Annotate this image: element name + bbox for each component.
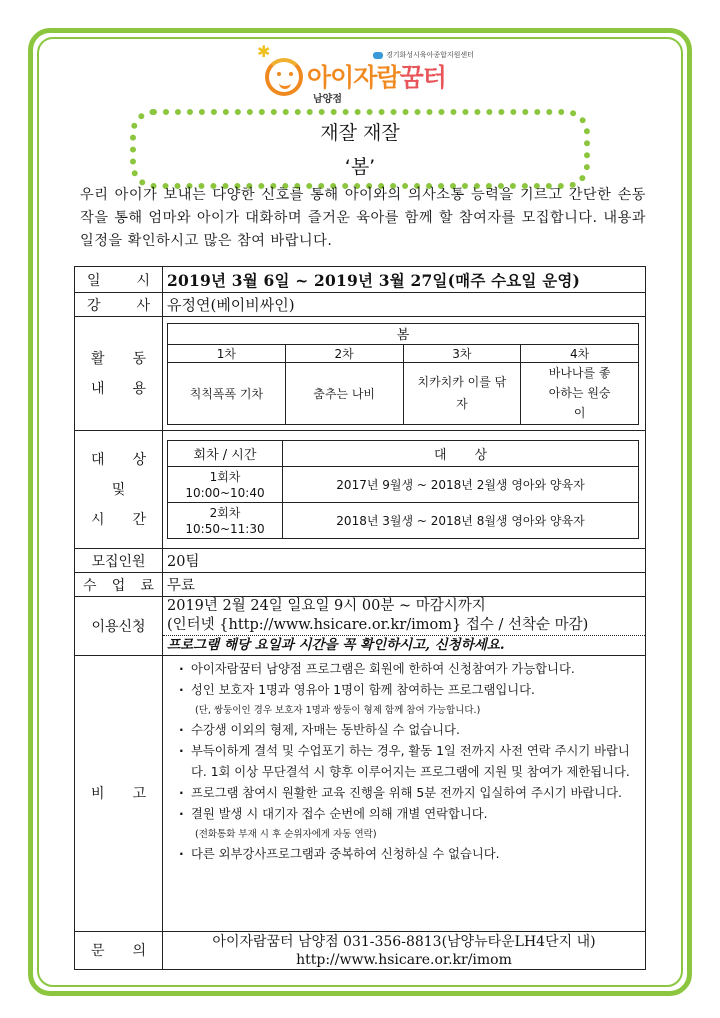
instructor-value: 유정연(베이비싸인) xyxy=(163,293,646,317)
note-item: · 다른 외부강사프로그램과 중복하여 신청하실 수 없습니다. xyxy=(179,844,637,865)
fee-value: 무료 xyxy=(163,573,646,597)
notes-list xyxy=(163,656,645,865)
note-item: · 결원 발생 시 대기자 접수 순번에 의해 개별 연락합니다. xyxy=(179,804,637,825)
session-content: 춤추는 나비 xyxy=(285,362,403,424)
activity-table: 봄 1차 2차 3차 4차 칙칙폭폭 기차 춤추는 나비 치카치카 이를 닦자 바나나를 좋아하는 원숭이 xyxy=(167,323,639,425)
apply-method: (인터넷 {http://www.hsicare.or.kr/imom} 접수 / 선착순 마감) xyxy=(167,617,589,633)
note-item: · 수강생 이외의 형제, 자매는 동반하실 수 없습니다. xyxy=(179,720,637,741)
note-item: · 프로그램 참여시 원활한 교육 진행을 위해 5분 전까지 입실하여 주시기 바랍니다. xyxy=(179,783,637,804)
schedule-row: 1회차 10:00~10:40 2017년 9월생 ~ 2018년 2월생 영아와 양육자 xyxy=(168,467,639,503)
apply-notice: 프로그램 해당 요일과 시간을 꼭 확인하시고, 신청하세요. xyxy=(163,635,645,655)
info-table xyxy=(74,266,646,970)
session-content: 칙칙폭폭 기차 xyxy=(168,362,286,424)
session-content: 바나나를 좋아하는 원숭이 xyxy=(521,362,639,424)
row-fee: 수 업 료 무료 xyxy=(75,573,646,597)
recruit-value: 20팀 xyxy=(163,549,646,573)
contact-info: 아이자람꿈터 남양점 031-356-8813(남양뉴타운LH4단지 내) xyxy=(212,933,596,950)
schedule-row: 2회차 10:50~11:30 2018년 3월생 ~ 2018년 8월생 영아와 양육자 xyxy=(168,503,639,539)
note-item: · 아이자람꿈터 남양점 프로그램은 회원에 한하여 신청참여가 가능합니다. xyxy=(179,659,637,680)
logo-branch: 남양점 xyxy=(313,94,342,105)
schedule-table: 회차 / 시간 대 상 1회차 10:00~10:40 2017년 9월생 ~ 2018년 2월생 영아와 양육자 2회차 10:50~11:30 2018년 3월생 ~ 2018년 8월생 영아와 양육자 xyxy=(167,440,639,539)
row-date: 일 시 2019년 3월 6일 ~ 2019년 3월 27일(매주 수요일 운영) xyxy=(75,267,646,293)
logo xyxy=(255,44,495,106)
logo-org: 경기화성시육아종합지원센터 xyxy=(373,50,474,60)
row-contact: 문 의 아이자람꿈터 남양점 031-356-8813(남양뉴타운LH4단지 내) http://www.hsicare.or.kr/imom xyxy=(75,932,646,970)
note-item: · 성인 보호자 1명과 영유아 1명이 함께 참여하는 프로그램입니다. xyxy=(179,680,637,701)
logo-name: 아이자람꿈터 xyxy=(307,63,446,92)
row-activity: 활 동 내 용 봄 1차 2차 3차 4차 칙칙폭폭 기차 춤추는 나비 치카치카 이를 닦자 바나나를 좋아하는 원숭이 xyxy=(75,317,646,431)
session-content: 치카치카 이를 닦자 xyxy=(403,362,521,424)
note-item: · 부득이하게 결석 및 수업포기 하는 경우, 활동 1일 전까지 사전 연락 주시기 바랍니다. 1회 이상 무단결석 시 향후 이루어지는 프로그램에 지원 및 참여가 제한됩니다. xyxy=(179,741,637,783)
program-subtitle: ‘봄’ xyxy=(344,156,376,178)
row-instructor: 강 사 유정연(베이비싸인) xyxy=(75,293,646,317)
row-apply: 이용신청 2019년 2월 24일 일요일 9시 00분 ~ 마감시까지 (인터넷 {http://www.hsicare.or.kr/imom} 접수 / 선착순 마감) 프로그램 해당 요일과 시간을 꼭 확인하시고, 신청하세요. xyxy=(75,597,646,656)
season-header: 봄 xyxy=(168,323,639,344)
program-title: 재잘 재잘 xyxy=(320,122,400,144)
face-logo-icon xyxy=(265,58,303,96)
date-value: 2019년 3월 6일 ~ 2019년 3월 27일(매주 수요일 운영) xyxy=(163,267,646,293)
row-notes: 비 고 · 아이자람꿈터 남양점 프로그램은 회원에 한하여 신청참여가 가능합니다. · 성인 보호자 1명과 영유아 1명이 함께 참여하는 프로그램입니다. (단, 쌍둥이인 경우 보호자 1명과 쌍둥이 형제 함께 참여 가능합니다.) · 수강생 이외의 형제, 자매는 동반하실 수 없습니다. · 부득이하게 결석 및 수업포기 하는 경우, 활동 1일 전까지 사전 연락 주시기 바랍니다. 1회 이상 무단결석 시 향후 이루어지는 프로그램에 지원 및 참여가 제한됩니다. · 프로그램 참여시 원활한 교육 진행을 위해 5분 전까지 입실하여 주시기 바랍니다. · 결원 발생 시 대기자 접수 순번에 의해 개별 연락합니다. (전화통화 부재 시 후 순위자에게 자동 연락) · 다른 외부강사프로그램과 중복하여 신청하실 수 없습니다. xyxy=(75,656,646,932)
star-icon: ✱ xyxy=(257,42,271,61)
apply-period: 2019년 2월 24일 일요일 9시 00분 ~ 마감시까지 xyxy=(167,598,486,614)
row-recruit: 모집인원 20팀 xyxy=(75,549,646,573)
intro-paragraph: 우리 아이가 보내는 다양한 신호를 통해 아이와의 의사소통 능력을 기르고 간단한 손동작을 통해 엄마와 아이가 대화하며 즐거운 육아를 함께 할 참여자를 모집합니다. 내용과 일정을 확인하시고 많은 참여 바랍니다. xyxy=(80,187,646,249)
contact-url[interactable]: http://www.hsicare.or.kr/imom xyxy=(296,951,512,968)
note-item: (단, 쌍둥이인 경우 보호자 1명과 쌍둥이 형제 함께 참여 가능합니다.) xyxy=(195,705,481,716)
row-target: 대 상 및 시 간 회차 / 시간 대 상 1회차 10:00~10:40 2017년 9월생 ~ 2018년 2월생 영아와 양육자 2회차 10:50~11:30 2018년 3월생 ~ 2018년 8월생 영아와 양육자 xyxy=(75,431,646,549)
note-item: (전화통화 부재 시 후 순위자에게 자동 연락) xyxy=(195,829,377,840)
